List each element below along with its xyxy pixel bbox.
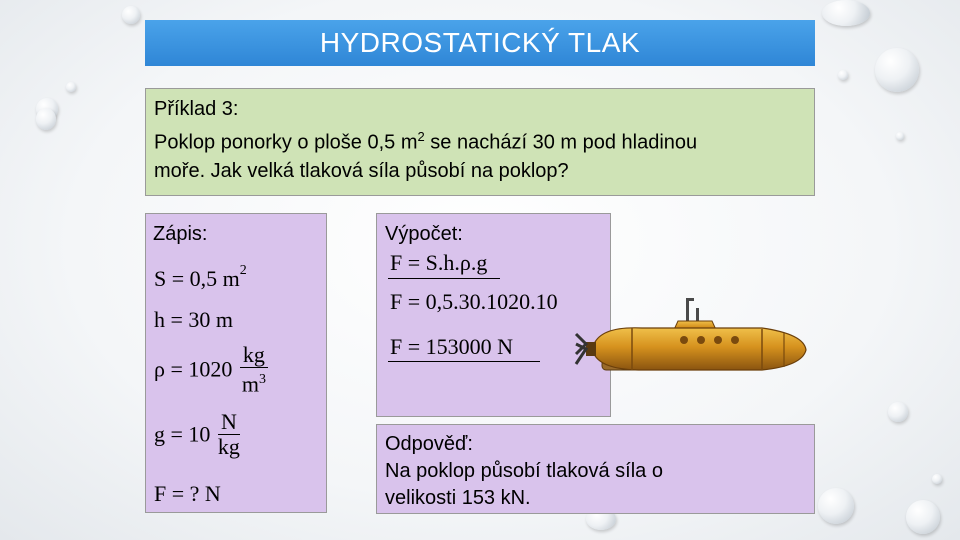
odpoved-label: Odpověď: [385, 433, 473, 455]
water-drop [818, 488, 854, 524]
example-line-1-start: Poklop ponorky o ploše 0,5 m [154, 131, 418, 154]
underline [388, 361, 540, 362]
formula-f-unknown: F = ? N [154, 481, 221, 506]
example-line-1 [154, 123, 806, 157]
formula-s-text: S = 0,5 m [154, 266, 240, 291]
superscript: 2 [417, 129, 425, 144]
water-drop [838, 70, 848, 80]
odpoved-box [376, 424, 815, 514]
formula-g-text: g = 10 [154, 421, 211, 447]
superscript: 2 [239, 262, 247, 278]
formula-g [154, 410, 240, 459]
unit-m: m [241, 371, 259, 397]
vypocet-label: Výpočet: [385, 223, 463, 245]
example-line-2: moře. Jak velká tlaková síla působí na poklop? [154, 159, 569, 182]
water-drop [906, 500, 940, 534]
water-drop [36, 108, 56, 130]
page-title: HYDROSTATICKÝ TLAK [145, 20, 815, 66]
formula-f1: F = S.h.ρ.g [390, 250, 488, 275]
water-drop [822, 0, 870, 26]
fraction-denominator [242, 368, 266, 396]
formula-s [154, 262, 247, 292]
underline [388, 278, 500, 279]
superscript: 3 [258, 372, 266, 387]
fraction [240, 343, 268, 396]
water-drop [932, 474, 942, 484]
example-line-1-end: se nachází 30 m pod hladinou [424, 131, 698, 154]
odpoved-line-2: velikosti 153 kN. [385, 487, 531, 509]
formula-f3: F = 153000 N [390, 334, 514, 359]
water-drop [66, 82, 76, 92]
fraction-numerator: kg [240, 343, 268, 368]
formula-rho-text: ρ = 1020 [154, 356, 233, 382]
formula-h: h = 30 m [154, 307, 234, 332]
fraction-denominator: kg [217, 434, 240, 459]
formula-rho [154, 343, 268, 396]
odpoved-line-1: Na poklop působí tlaková síla o [385, 460, 663, 482]
water-drop [122, 6, 140, 24]
water-drop [888, 402, 908, 422]
zapis-label: Zápis: [153, 223, 208, 245]
formula-f2: F = 0,5.30.1020.10 [390, 289, 558, 314]
fraction-numerator: N [218, 410, 240, 435]
water-drop [896, 132, 904, 140]
example-heading: Příklad 3: [154, 98, 239, 120]
submarine-image [572, 294, 812, 380]
fraction [218, 410, 240, 459]
water-drop [875, 48, 919, 92]
example-box [145, 88, 815, 196]
